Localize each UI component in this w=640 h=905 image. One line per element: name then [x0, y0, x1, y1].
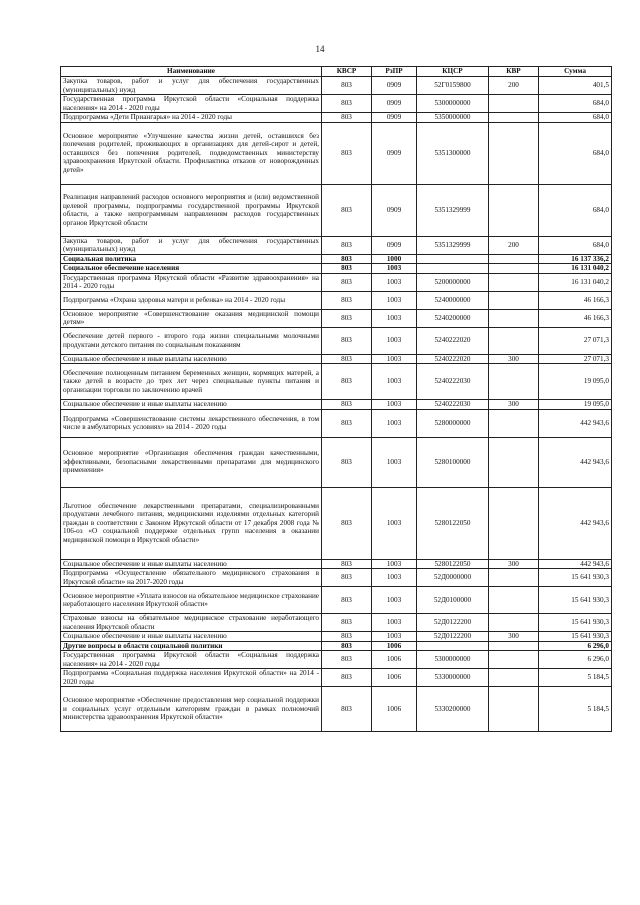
cell-sum: 442 943,6	[539, 487, 612, 559]
cell-kvr	[489, 327, 539, 354]
cell-kvsr: 803	[322, 687, 372, 732]
table-row	[61, 487, 612, 559]
cell-kvr	[489, 273, 539, 291]
table-row	[61, 614, 612, 632]
table-row	[61, 651, 612, 669]
cell-rzpr: 1003	[372, 291, 417, 309]
cell-kvsr: 803	[322, 327, 372, 354]
cell-kvsr: 803	[322, 651, 372, 669]
cell-sum: 16 131 040,2	[539, 273, 612, 291]
cell-kvsr: 803	[322, 309, 372, 327]
table-row	[61, 400, 612, 410]
table-row	[61, 587, 612, 614]
cell-name: Обеспечение полноценным питанием беременных женщин, кормящих матерей, а также детей в возрасте до трех лет через специальные пункты питания и организации торговли по заключению врачей	[61, 364, 322, 400]
table-row	[61, 354, 612, 364]
cell-name: Обеспечение детей первого - второго года жизни специальными молочными продуктами детского питания по социальным показаниям	[61, 327, 322, 354]
cell-kvsr: 803	[322, 437, 372, 487]
cell-name: Страховые взносы на обязательное медицинское страхование неработающего населения Иркутской области	[61, 614, 322, 632]
cell-kvsr: 803	[322, 77, 372, 95]
cell-ktssr: 5350000000	[417, 113, 489, 123]
cell-kvsr: 803	[322, 236, 372, 254]
cell-ktssr: 5351300000	[417, 122, 489, 184]
cell-name: Основное мероприятие «Совершенствование оказания медицинской помощи детям»	[61, 309, 322, 327]
table-row	[61, 254, 612, 264]
cell-name: Государственная программа Иркутской области «Социальная поддержка населения» на 2014 - 2020 годы	[61, 95, 322, 113]
cell-name: Подпрограмма «Охрана здоровья матери и ребенка» на 2014 - 2020 годы	[61, 291, 322, 309]
table-row	[61, 364, 612, 400]
cell-kvsr: 803	[322, 400, 372, 410]
cell-kvsr: 803	[322, 614, 372, 632]
cell-rzpr: 1006	[372, 669, 417, 687]
cell-rzpr: 1003	[372, 327, 417, 354]
cell-rzpr: 1006	[372, 641, 417, 651]
cell-kvsr: 803	[322, 273, 372, 291]
table-row	[61, 184, 612, 236]
header-kvr: КВР	[489, 67, 539, 77]
table-row	[61, 264, 612, 274]
table-body	[61, 77, 612, 732]
header-sum: Сумма	[539, 67, 612, 77]
cell-kvr	[489, 364, 539, 400]
cell-rzpr: 0909	[372, 184, 417, 236]
table-row	[61, 327, 612, 354]
cell-ktssr: 5351329999	[417, 236, 489, 254]
cell-rzpr: 0909	[372, 95, 417, 113]
cell-ktssr: 5240222020	[417, 354, 489, 364]
cell-sum: 401,5	[539, 77, 612, 95]
cell-ktssr: 5300000000	[417, 651, 489, 669]
cell-name: Подпрограмма «Социальная поддержка населения Иркутской области» на 2014 - 2020 годы	[61, 669, 322, 687]
header-kvsr: КВСР	[322, 67, 372, 77]
cell-ktssr: 5200000000	[417, 273, 489, 291]
table-header-row	[61, 67, 612, 77]
cell-sum: 46 166,3	[539, 309, 612, 327]
cell-ktssr: 5280122050	[417, 559, 489, 569]
cell-kvsr: 803	[322, 569, 372, 587]
cell-sum: 27 071,3	[539, 327, 612, 354]
cell-sum: 6 296,0	[539, 641, 612, 651]
cell-kvr	[489, 409, 539, 437]
cell-ktssr: 5300000000	[417, 95, 489, 113]
cell-name: Подпрограмма «Дети Приангарья» на 2014 - 2020 годы	[61, 113, 322, 123]
cell-kvsr: 803	[322, 95, 372, 113]
cell-rzpr: 1003	[372, 409, 417, 437]
cell-name: Закупка товаров, работ и услуг для обеспечения государственных (муниципальных) нужд	[61, 236, 322, 254]
cell-sum: 46 166,3	[539, 291, 612, 309]
cell-rzpr: 1003	[372, 309, 417, 327]
cell-rzpr: 1003	[372, 487, 417, 559]
cell-sum: 5 184,5	[539, 687, 612, 732]
cell-ktssr: 52Д0100000	[417, 587, 489, 614]
cell-ktssr: 5280000000	[417, 409, 489, 437]
cell-rzpr: 1003	[372, 354, 417, 364]
cell-name: Социальное обеспечение и иные выплаты населению	[61, 559, 322, 569]
cell-rzpr: 1006	[372, 687, 417, 732]
table-row	[61, 559, 612, 569]
cell-kvsr: 803	[322, 641, 372, 651]
cell-ktssr: 5280122050	[417, 487, 489, 559]
cell-kvr	[489, 309, 539, 327]
cell-sum: 19 095,0	[539, 364, 612, 400]
cell-sum: 19 095,0	[539, 400, 612, 410]
cell-kvr	[489, 95, 539, 113]
cell-name: Социальное обеспечение населения	[61, 264, 322, 274]
cell-name: Основное мероприятие «Улучшение качества жизни детей, оставшихся без попечения родителей, проживающих в организациях для детей-сирот и детей, оставшихся без попечения родителей, подведомственных министерству здравоохранения Иркутской области. Профилактика отказов от новорожденных детей»	[61, 122, 322, 184]
cell-sum: 27 071,3	[539, 354, 612, 364]
cell-name: Социальное обеспечение и иные выплаты населению	[61, 632, 322, 642]
cell-name: Социальное обеспечение и иные выплаты населению	[61, 354, 322, 364]
cell-ktssr	[417, 254, 489, 264]
cell-rzpr: 1006	[372, 651, 417, 669]
cell-kvr	[489, 669, 539, 687]
table-row	[61, 273, 612, 291]
cell-rzpr: 0909	[372, 113, 417, 123]
cell-sum: 684,0	[539, 122, 612, 184]
cell-sum: 442 943,6	[539, 437, 612, 487]
cell-kvr	[489, 687, 539, 732]
cell-name: Основное мероприятие «Уплата взносов на обязательное медицинское страхование неработающего населения Иркутской области»	[61, 587, 322, 614]
cell-sum: 16 137 336,2	[539, 254, 612, 264]
cell-kvr	[489, 122, 539, 184]
cell-name: Основное мероприятие «Обеспечение предоставления мер социальной поддержки и социальных услуг отдельным категориям граждан в рамках полномочий министерства здравоохранения Иркутской области»	[61, 687, 322, 732]
cell-kvsr: 803	[322, 409, 372, 437]
table-row	[61, 95, 612, 113]
cell-name: Государственная программа Иркутской области «Развитие здравоохранения» на 2014 - 2020 годы	[61, 273, 322, 291]
cell-rzpr: 1003	[372, 569, 417, 587]
cell-sum: 684,0	[539, 113, 612, 123]
cell-name: Подпрограмма «Осуществление обязательного медицинского страхования в Иркутской области» на 2017-2020 годы	[61, 569, 322, 587]
cell-kvr	[489, 651, 539, 669]
cell-rzpr: 1003	[372, 614, 417, 632]
table-row	[61, 122, 612, 184]
cell-name: Закупка товаров, работ и услуг для обеспечения государственных (муниципальных) нужд	[61, 77, 322, 95]
cell-kvr: 300	[489, 632, 539, 642]
table-row	[61, 309, 612, 327]
cell-sum: 16 131 040,2	[539, 264, 612, 274]
cell-sum: 442 943,6	[539, 409, 612, 437]
cell-ktssr: 52Г0159800	[417, 77, 489, 95]
cell-ktssr	[417, 264, 489, 274]
cell-rzpr: 0909	[372, 77, 417, 95]
cell-kvr	[489, 641, 539, 651]
cell-kvsr: 803	[322, 254, 372, 264]
cell-kvsr: 803	[322, 487, 372, 559]
table-row	[61, 569, 612, 587]
cell-kvr: 300	[489, 354, 539, 364]
cell-sum: 15 641 930,3	[539, 614, 612, 632]
cell-rzpr: 1003	[372, 400, 417, 410]
cell-kvsr: 803	[322, 364, 372, 400]
table-row	[61, 77, 612, 95]
table-row	[61, 632, 612, 642]
cell-rzpr: 1003	[372, 264, 417, 274]
cell-kvsr: 803	[322, 587, 372, 614]
cell-ktssr: 5351329999	[417, 184, 489, 236]
cell-kvr	[489, 569, 539, 587]
cell-rzpr: 1000	[372, 254, 417, 264]
cell-kvsr: 803	[322, 559, 372, 569]
cell-sum: 684,0	[539, 184, 612, 236]
table-row	[61, 409, 612, 437]
header-rzpr: РзПР	[372, 67, 417, 77]
cell-sum: 5 184,5	[539, 669, 612, 687]
cell-kvr	[489, 184, 539, 236]
table-row	[61, 641, 612, 651]
cell-kvr	[489, 487, 539, 559]
cell-kvr	[489, 291, 539, 309]
cell-name: Социальная политика	[61, 254, 322, 264]
table-row	[61, 687, 612, 732]
cell-kvr: 300	[489, 400, 539, 410]
cell-kvsr: 803	[322, 632, 372, 642]
cell-ktssr	[417, 641, 489, 651]
cell-rzpr: 1003	[372, 364, 417, 400]
cell-kvsr: 803	[322, 184, 372, 236]
cell-name: Другие вопросы в области социальной политики	[61, 641, 322, 651]
cell-rzpr: 1003	[372, 437, 417, 487]
cell-ktssr: 5240000000	[417, 291, 489, 309]
cell-kvr: 200	[489, 77, 539, 95]
cell-sum: 442 943,6	[539, 559, 612, 569]
cell-sum: 15 641 930,3	[539, 587, 612, 614]
cell-kvsr: 803	[322, 669, 372, 687]
table-row	[61, 291, 612, 309]
cell-ktssr: 5240222030	[417, 400, 489, 410]
cell-sum: 15 641 930,3	[539, 632, 612, 642]
cell-name: Социальное обеспечение и иные выплаты населению	[61, 400, 322, 410]
cell-kvr	[489, 587, 539, 614]
budget-table	[60, 66, 612, 732]
cell-ktssr: 52Д0122200	[417, 632, 489, 642]
cell-rzpr: 0909	[372, 236, 417, 254]
header-name: Наименование	[61, 67, 322, 77]
cell-rzpr: 1003	[372, 587, 417, 614]
cell-kvr: 200	[489, 236, 539, 254]
cell-ktssr: 5330000000	[417, 669, 489, 687]
cell-ktssr: 5240222030	[417, 364, 489, 400]
cell-name: Основное мероприятие «Организация обеспечения граждан качественными, эффективными, безопасными лекарственными препаратами для медицинского применения»	[61, 437, 322, 487]
cell-kvsr: 803	[322, 354, 372, 364]
cell-rzpr: 0909	[372, 122, 417, 184]
cell-kvr	[489, 254, 539, 264]
cell-kvr: 300	[489, 559, 539, 569]
cell-name: Подпрограмма «Совершенствование системы лекарственного обеспечения, в том числе в амбулаторных условиях» на 2014 - 2020 годы	[61, 409, 322, 437]
cell-name: Реализация направлений расходов основного мероприятия и (или) ведомственной целевой программы, подпрограммы государственной программы Иркутской области, а также непрограммным направлениям расходов государственных органов Иркутской области	[61, 184, 322, 236]
table-row	[61, 437, 612, 487]
cell-kvr	[489, 437, 539, 487]
cell-kvsr: 803	[322, 122, 372, 184]
cell-kvsr: 803	[322, 264, 372, 274]
cell-kvsr: 803	[322, 291, 372, 309]
cell-kvr	[489, 113, 539, 123]
page-number: 14	[315, 44, 325, 54]
cell-ktssr: 5330200000	[417, 687, 489, 732]
table-row	[61, 113, 612, 123]
cell-kvr	[489, 614, 539, 632]
cell-rzpr: 1003	[372, 559, 417, 569]
cell-name: Государственная программа Иркутской области «Социальная поддержка населения» на 2014 - 2020 годы	[61, 651, 322, 669]
table-row	[61, 669, 612, 687]
cell-rzpr: 1003	[372, 632, 417, 642]
table-row	[61, 236, 612, 254]
cell-rzpr: 1003	[372, 273, 417, 291]
cell-kvr	[489, 264, 539, 274]
header-ktssr: КЦСР	[417, 67, 489, 77]
cell-sum: 15 641 930,3	[539, 569, 612, 587]
cell-sum: 684,0	[539, 236, 612, 254]
cell-ktssr: 52Д0122200	[417, 614, 489, 632]
cell-sum: 6 296,0	[539, 651, 612, 669]
cell-name: Льготное обеспечение лекарственными препаратами, специализированными продуктами лечебного питания, медицинскими изделиями отдельных категорий граждан в соответствии с Законом Иркутской области от 17 декабря 2008 года № 106-оз «О социальной поддержке отдельных групп населения в оказании медицинской помощи в Иркутской области»	[61, 487, 322, 559]
cell-ktssr: 52Д0000000	[417, 569, 489, 587]
cell-ktssr: 5240200000	[417, 309, 489, 327]
cell-kvsr: 803	[322, 113, 372, 123]
cell-ktssr: 5240222020	[417, 327, 489, 354]
cell-sum: 684,0	[539, 95, 612, 113]
cell-ktssr: 5280100000	[417, 437, 489, 487]
